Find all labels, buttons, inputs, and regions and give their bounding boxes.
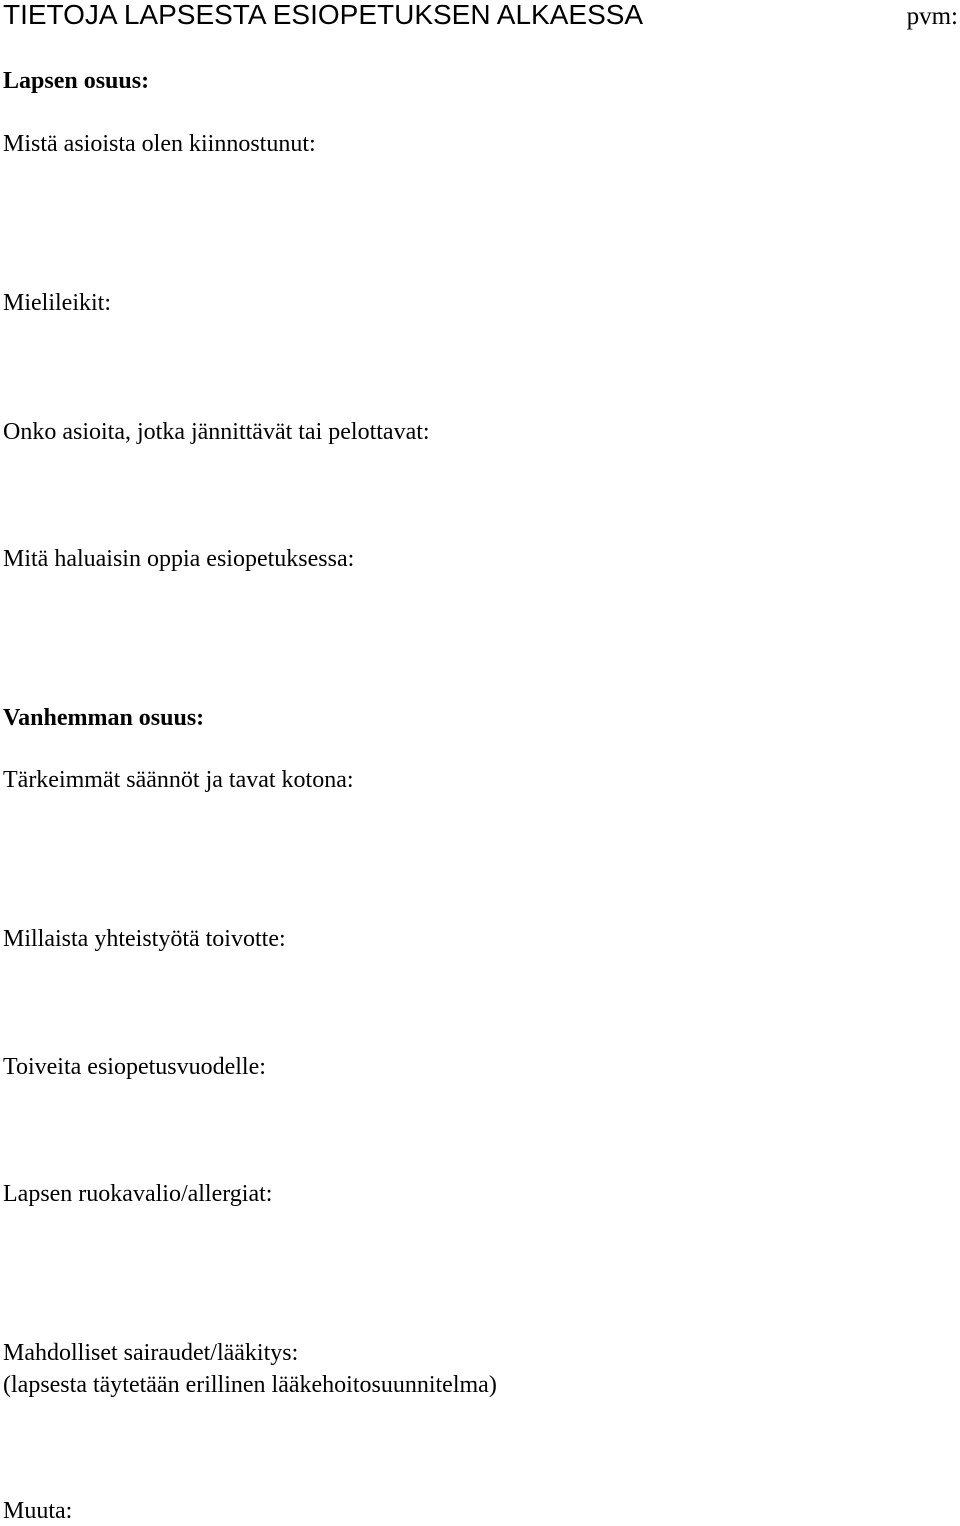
fears-answer-area[interactable] [3,450,953,540]
year-wishes-label: Toiveita esiopetusvuodelle: [3,1054,266,1080]
interests-answer-area[interactable] [3,162,953,282]
illnesses-medication-label: Mahdolliset sairaudet/lääkitys: [3,1340,299,1366]
home-rules-answer-area[interactable] [3,798,953,918]
favorite-games-label: Mielileikit: [3,290,111,316]
medication-plan-note: (lapsesta täytetään erillinen lääkehoitosuunnitelma) [3,1372,497,1398]
cooperation-answer-area[interactable] [3,957,953,1047]
parent-section-heading: Vanhemman osuus: [3,705,205,731]
year-wishes-answer-area[interactable] [3,1085,953,1175]
home-rules-label: Tärkeimmät säännöt ja tavat kotona: [3,767,354,793]
cooperation-label: Millaista yhteistyötä toivotte: [3,926,286,952]
favorite-games-answer-area[interactable] [3,321,953,416]
interests-label: Mistä asioista olen kiinnostunut: [3,131,316,157]
learning-wishes-answer-area[interactable] [3,577,953,697]
other-label: Muuta: [3,1498,73,1524]
learning-wishes-label: Mitä haluaisin oppia esiopetuksessa: [3,546,355,572]
fears-label: Onko asioita, jotka jännittävät tai pelottavat: [3,419,430,445]
document-title: TIETOJA LAPSESTA ESIOPETUKSEN ALKAESSA [3,0,644,30]
child-section-heading: Lapsen osuus: [3,68,150,94]
diet-allergies-label: Lapsen ruokavalio/allergiat: [3,1181,273,1207]
date-field-label: pvm: [906,3,958,30]
illnesses-medication-answer-area[interactable] [3,1403,953,1493]
diet-allergies-answer-area[interactable] [3,1212,953,1332]
